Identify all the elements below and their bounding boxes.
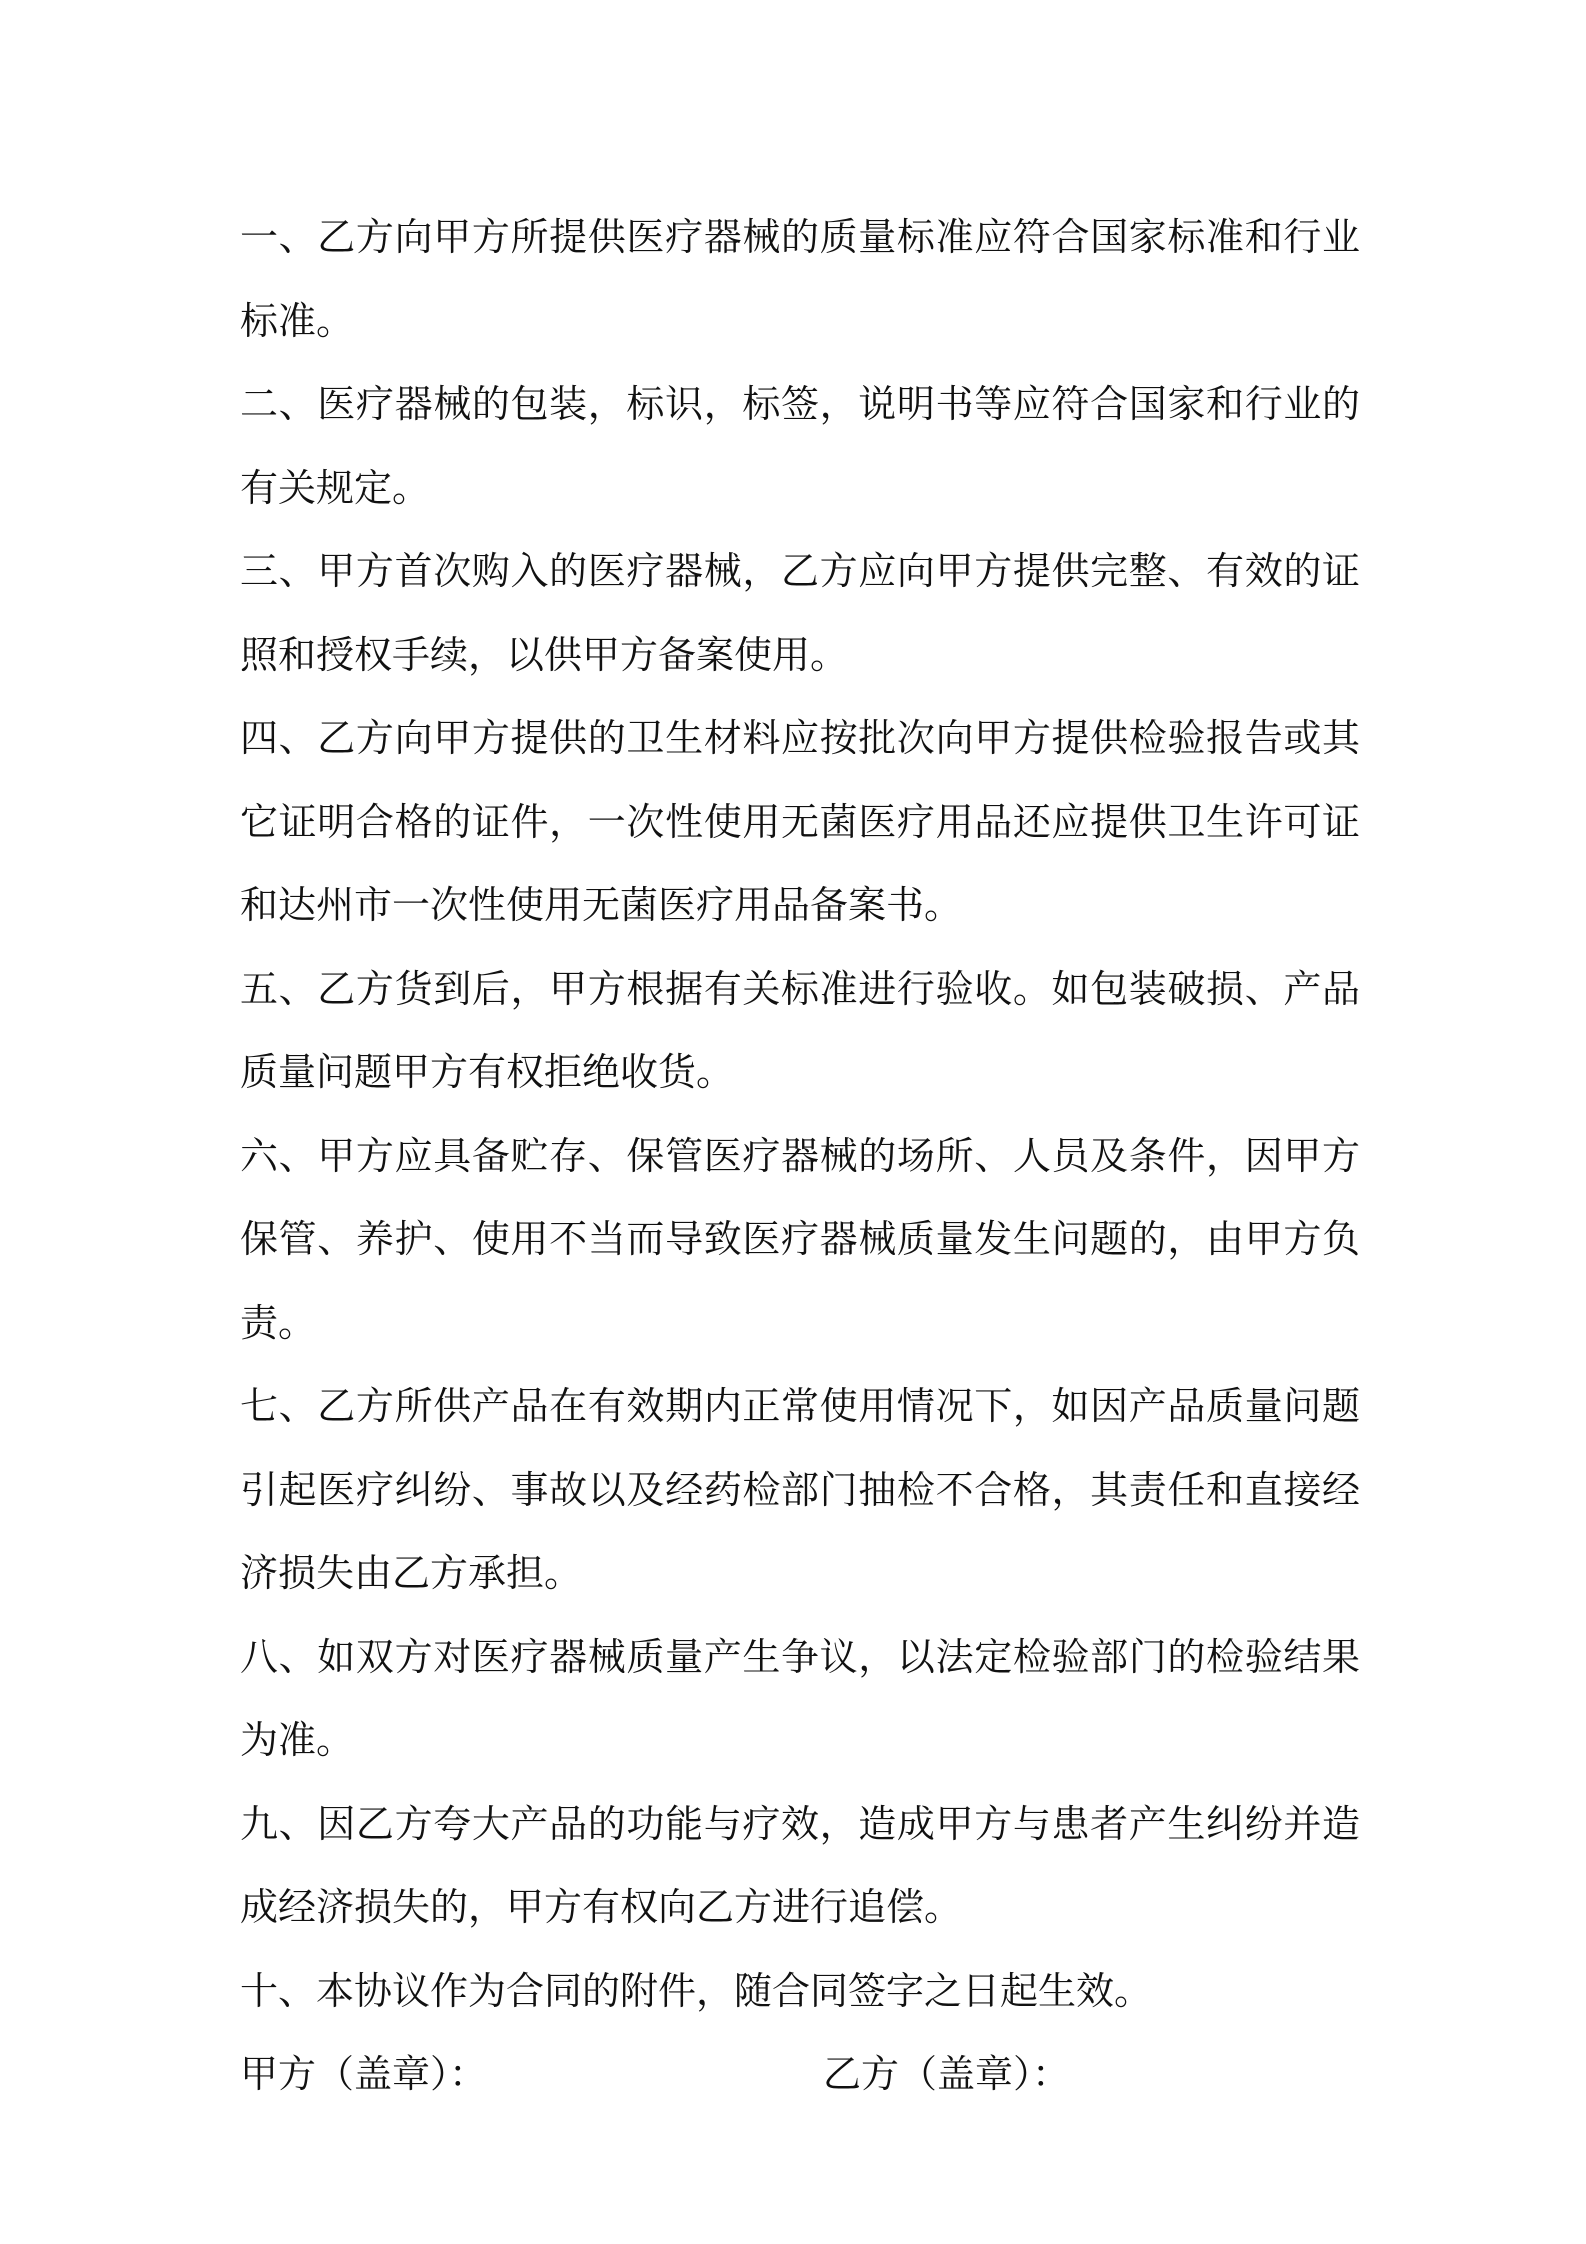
clause-1: 一、乙方向甲方所提供医疗器械的质量标准应符合国家标准和行业标准。 xyxy=(240,215,1360,343)
clause-3: 三、甲方首次购入的医疗器械，乙方应向甲方提供完整、有效的证照和授权手续，以供甲方备案使用。 xyxy=(240,549,1360,677)
party-a-seal-label: 甲方（盖章）： xyxy=(240,2052,488,2096)
clause-9: 九、因乙方夸大产品的功能与疗效，造成甲方与患者产生纠纷并造成经济损失的，甲方有权向乙方进行追偿。 xyxy=(240,1801,1360,1929)
clause-5: 五、乙方货到后，甲方根据有关标准进行验收。如包装破损、产品质量问题甲方有权拒绝收货。 xyxy=(240,966,1360,1094)
clause-10: 十、本协议作为合同的附件，随合同签字之日起生效。 xyxy=(240,1968,1153,2013)
clause-6: 六、甲方应具备贮存、保管医疗器械的场所、人员及条件，因甲方保管、养护、使用不当而导致医疗器械质量发生问题的，由甲方负责。 xyxy=(240,1133,1360,1345)
clause-7: 七、乙方所供产品在有效期内正常使用情况下，如因产品质量问题引起医疗纠纷、事故以及经药检部门抽检不合格，其责任和直接经济损失由乙方承担。 xyxy=(240,1384,1360,1595)
clause-2: 二、医疗器械的包装，标识，标签，说明书等应符合国家和行业的有关规定。 xyxy=(240,382,1360,510)
clause-4: 四、乙方向甲方提供的卫生材料应按批次向甲方提供检验报告或其它证明合格的证件，一次性使用无菌医疗用品还应提供卫生许可证和达州市一次性使用无菌医疗用品备案书。 xyxy=(240,716,1360,927)
signature-row xyxy=(240,2033,1360,2117)
party-b-seal-label: 乙方（盖章）： xyxy=(823,2052,1071,2096)
agreement-body xyxy=(240,196,1360,2117)
clause-8: 八、如双方对医疗器械质量产生争议，以法定检验部门的检验结果为准。 xyxy=(240,1634,1360,1762)
